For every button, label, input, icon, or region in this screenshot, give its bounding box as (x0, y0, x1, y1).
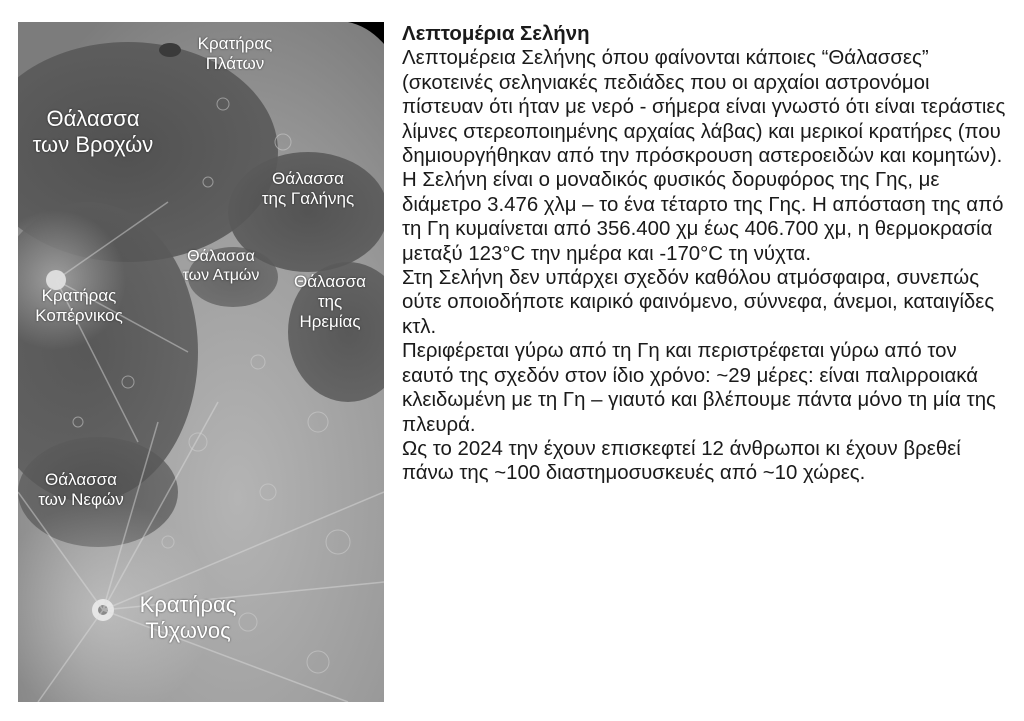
article-paragraph: Ως το 2024 την έχουν επισκεφτεί 12 άνθρωποι κι έχουν βρεθεί πάνω της ~100 διαστημοσυσκευές από ~10 χώρες. (402, 437, 961, 485)
label-sea-of-vapors: Θάλασσα των Ατμών (182, 248, 260, 284)
article-paragraph: Στη Σελήνη δεν υπάρχει σχεδόν καθόλου ατμόσφαιρα, συνεπώς ούτε οποιοδήποτε καιρικό φαινόμενο, σύννεφα, άνεμοι, καταιγίδες κτλ. (402, 267, 995, 338)
article-title: Λεπτομέρια Σελήνη (402, 23, 590, 45)
article-paragraph: Η Σελήνη είναι ο μοναδικός φυσικός δορυφόρος της Γης, με διάμετρο 3.476 χλμ – το ένα τέταρτο της Γης. Η απόσταση της από τη Γη κυμαίνεται από 356.400 χμ έως 406.700 χμ, η θερμοκρασία μεταξύ 123°C την ημέρα και -170°C τη νύχτα. (402, 169, 1004, 265)
label-sea-of-tranquility: Θάλασσα της Ηρεμίας (294, 272, 366, 332)
label-sea-of-rains: Θάλασσα των Βροχών (32, 106, 154, 157)
label-crater-tycho: Κρατήρας Τύχωνος (139, 592, 237, 643)
article-text (402, 22, 1012, 486)
moon-image (18, 22, 384, 702)
label-sea-of-serenity: Θάλασσα της Γαλήνης (261, 169, 355, 209)
article-paragraph: Λεπτομέρεια Σελήνης όπου φαίνονται κάποιες “Θάλασσες” (σκοτεινές σεληνιακές πεδιάδες που οι αρχαίοι αστρονόμοι πίστευαν ότι ήταν με νερό - σήμερα είναι γνωστό ότι είναι τεράστιες λίμνες στερεοποιημένης αρχαίας λάβας) και μερικοί κρατήρες (που δημιουργήθηκαν από την πρόσκρουση αστεροειδών και κομητών). (402, 47, 1006, 168)
label-crater-copernicus: Κρατήρας Κοπέρνικος (35, 286, 123, 326)
article-paragraph: Περιφέρεται γύρω από τη Γη και περιστρέφεται γύρω από τον εαυτό της σχεδόν στον ίδιο χρόνο: ~29 μέρες: είναι παλιρροιακά κλειδωμένη με τη Γη – γιαυτό και βλέπουμε πάντα μόνο τη μία της πλευρά. (402, 340, 996, 436)
label-sea-of-clouds: Θάλασσα των Νεφών (38, 470, 124, 510)
label-crater-plato: Κρατήρας Πλάτων (197, 34, 273, 74)
